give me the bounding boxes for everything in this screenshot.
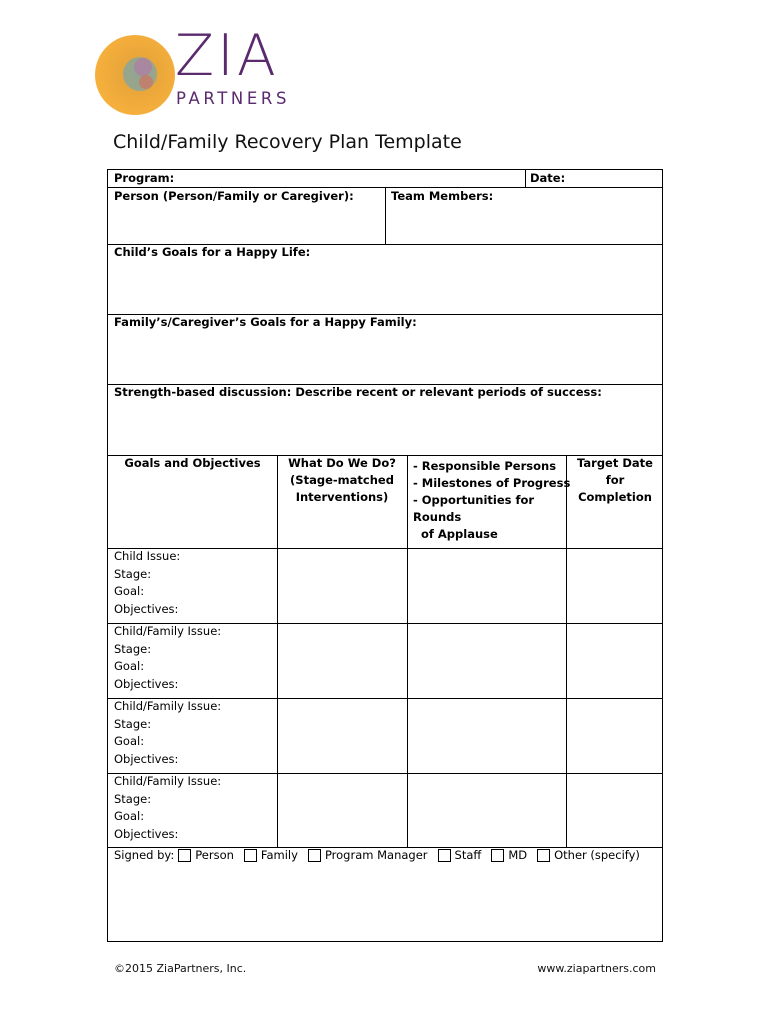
table-row[interactable] — [114, 698, 221, 768]
header-text: Target Date — [577, 456, 653, 470]
program-manager-option-label: Program Manager — [324, 848, 428, 862]
table-row[interactable] — [114, 623, 221, 693]
person-option-label: Person — [195, 848, 234, 862]
date-field[interactable]: Date: — [530, 171, 566, 185]
stage-label: Stage: — [114, 566, 152, 581]
goal-label: Goal: — [114, 659, 145, 673]
logo-subtitle: PARTNERS — [176, 89, 291, 108]
signed-by-row — [114, 847, 646, 864]
header-text: - Opportunities for — [413, 493, 535, 507]
objectives-label: Objectives: — [114, 826, 179, 841]
md-option-label: MD — [508, 848, 528, 862]
header-text: of Applause — [421, 527, 498, 541]
header-text: Interventions) — [295, 490, 389, 504]
table-row[interactable] — [114, 773, 221, 843]
goal-label: Goal: — [114, 584, 145, 598]
header-text: Completion — [578, 490, 652, 504]
responsible-persons-header — [413, 458, 570, 543]
strength-discussion-field[interactable]: Strength-based discussion: Describe recent or relevant periods of success: — [114, 385, 602, 399]
issue-label: Child/Family Issue: — [114, 774, 222, 788]
logo-wordmark: ZIA — [175, 23, 279, 89]
header-text: - Milestones of Progress — [413, 476, 571, 490]
divider — [385, 187, 386, 244]
page-title: Child/Family Recovery Plan Template — [113, 131, 462, 153]
other-checkbox[interactable] — [537, 849, 550, 862]
header-text: (Stage-matched — [290, 473, 394, 487]
family-goals-field[interactable]: Family’s/Caregiver’s Goals for a Happy Family: — [114, 315, 417, 329]
footer-copyright: ©2015 ZiaPartners, Inc. — [114, 962, 247, 975]
footer-url[interactable]: www.ziapartners.com — [537, 962, 656, 975]
staff-option-label: Staff — [454, 848, 482, 862]
table-row[interactable] — [114, 548, 180, 618]
child-goals-field[interactable]: Child’s Goals for a Happy Life: — [114, 245, 311, 259]
header-text: - Responsible Persons — [413, 459, 557, 473]
objectives-label: Objectives: — [114, 676, 179, 691]
stage-label: Stage: — [114, 641, 152, 656]
family-option-label: Family — [260, 848, 298, 862]
team-members-field[interactable]: Team Members: — [391, 189, 494, 203]
divider — [108, 548, 662, 549]
goal-label: Goal: — [114, 809, 145, 823]
zia-partners-logo — [94, 23, 309, 116]
issue-label: Child/Family Issue: — [114, 699, 222, 713]
program-manager-checkbox[interactable] — [308, 849, 321, 862]
header-text: What Do We Do? — [288, 456, 396, 470]
divider — [277, 455, 278, 847]
other-option-label: Other (specify) — [554, 848, 640, 862]
objectives-label: Objectives: — [114, 751, 179, 766]
header-text: for — [605, 473, 625, 487]
stage-label: Stage: — [114, 716, 152, 731]
divider — [407, 455, 408, 847]
divider — [525, 170, 526, 187]
program-field[interactable]: Program: — [114, 171, 175, 185]
recovery-plan-form — [107, 169, 663, 942]
issue-label: Child/Family Issue: — [114, 624, 222, 638]
family-checkbox[interactable] — [244, 849, 257, 862]
goal-label: Goal: — [114, 734, 145, 748]
signed-by-label: Signed by: — [114, 848, 175, 862]
header-text: Rounds — [413, 510, 462, 524]
md-checkbox[interactable] — [491, 849, 504, 862]
staff-checkbox[interactable] — [438, 849, 451, 862]
objectives-label: Objectives: — [114, 601, 179, 616]
header-text: Goals and Objectives — [124, 456, 261, 470]
goals-objectives-header — [108, 455, 277, 472]
issue-label: Child Issue: — [114, 549, 181, 563]
person-field[interactable]: Person (Person/Family or Caregiver): — [114, 189, 354, 203]
stage-label: Stage: — [114, 791, 152, 806]
what-do-we-do-header — [277, 455, 407, 506]
target-date-header — [566, 455, 664, 506]
person-checkbox[interactable] — [178, 849, 191, 862]
sun-circle-icon — [94, 34, 176, 116]
